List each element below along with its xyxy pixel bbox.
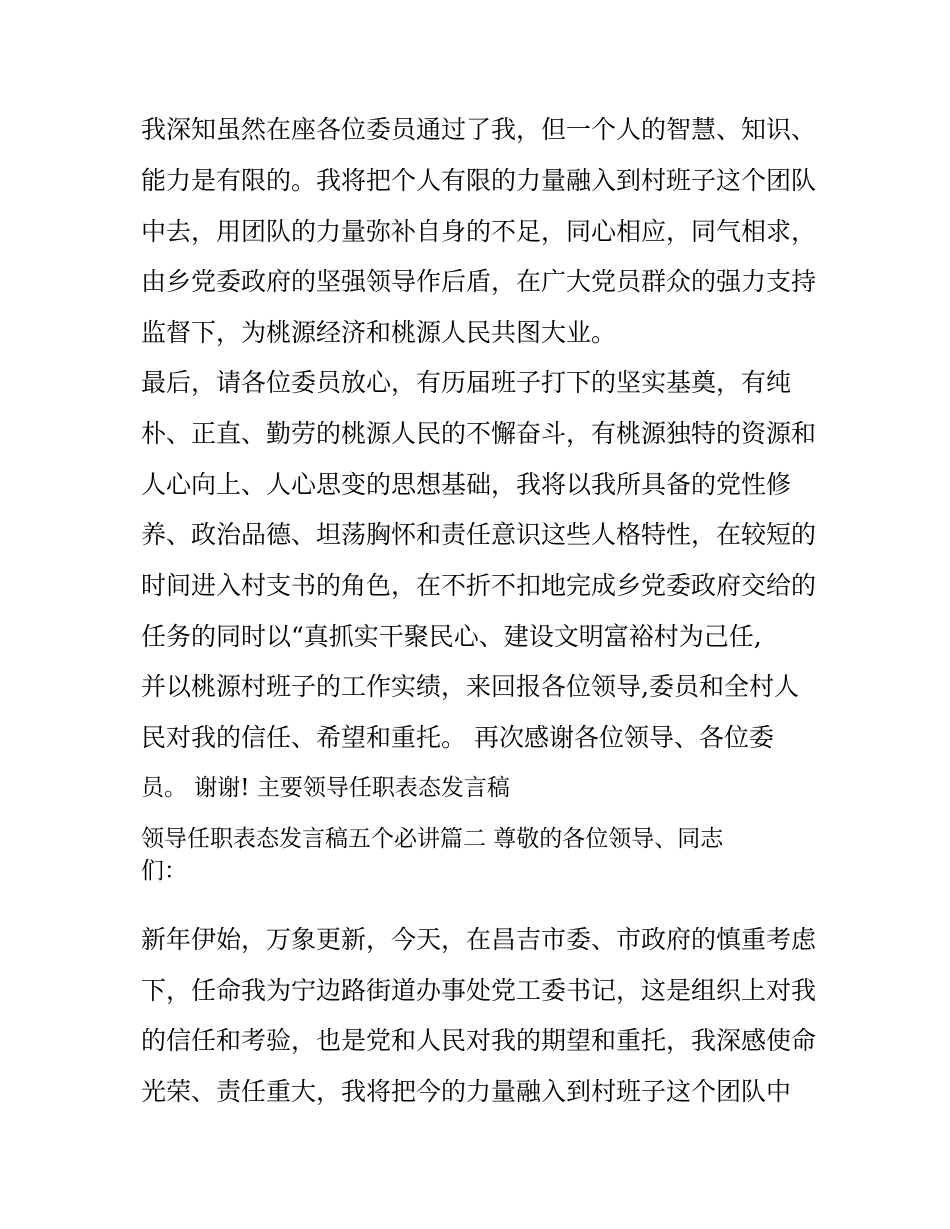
text-line-2: 能力是有限的。我将把个人有限的力量融入到村班子这个团队 <box>141 166 817 195</box>
text-line-12: 并以桃源村班子的工作实绩，来回报各位领导,委员和全村人 <box>141 672 799 701</box>
text-line-14: 员。 谢谢! 主要领导任职表态发言稿 <box>141 775 510 801</box>
text-line-3: 中去，用团队的力量弥补自身的不足，同心相应，同气相求， <box>141 217 817 246</box>
text-line-8: 人心向上、人心思变的思想基础，我将以我所具备的党性修 <box>141 470 792 499</box>
text-line-20: 光荣、责任重大，我将把今的力量融入到村班子这个团队中 <box>141 1077 792 1106</box>
text-line-15: 领导任职表态发言稿五个必讲篇二 尊敬的各位领导、同志 <box>141 826 724 852</box>
text-line-10: 时间进入村支书的角色，在不折不扣地完成乡党委政府交给的 <box>141 571 817 600</box>
text-line-11: 任务的同时以“真抓实干聚民心、建设文明富裕村为己任, <box>141 622 762 651</box>
text-line-19: 的信任和考验，也是党和人民对我的期望和重托，我深感使命 <box>141 1026 817 1055</box>
text-line-6: 最后，请各位委员放心，有历届班子打下的坚实基奠，有纯 <box>141 368 792 397</box>
text-line-16: 们： <box>141 858 187 884</box>
text-line-18: 下，任命我为宁边路街道办事处党工委书记，这是组织上对我 <box>141 976 817 1005</box>
text-line-9: 养、政治品德、坦荡胸怀和责任意识这些人格特性，在较短的 <box>141 520 817 549</box>
text-line-4: 由乡党委政府的坚强领导作后盾，在广大党员群众的强力支持 <box>141 267 817 296</box>
text-line-5: 监督下，为桃源经济和桃源人民共图大业。 <box>141 318 617 347</box>
text-line-7: 朴、正直、勤劳的桃源人民的不懈奋斗，有桃源独特的资源和 <box>141 419 817 448</box>
text-line-13: 民对我的信任、希望和重托。 再次感谢各位领导、各位委 <box>141 723 774 752</box>
text-line-17: 新年伊始，万象更新，今天，在昌吉市委、市政府的慎重考虑 <box>141 925 817 954</box>
text-line-1: 我深知虽然在座各位委员通过了我，但一个人的智慧、知识、 <box>141 115 817 144</box>
